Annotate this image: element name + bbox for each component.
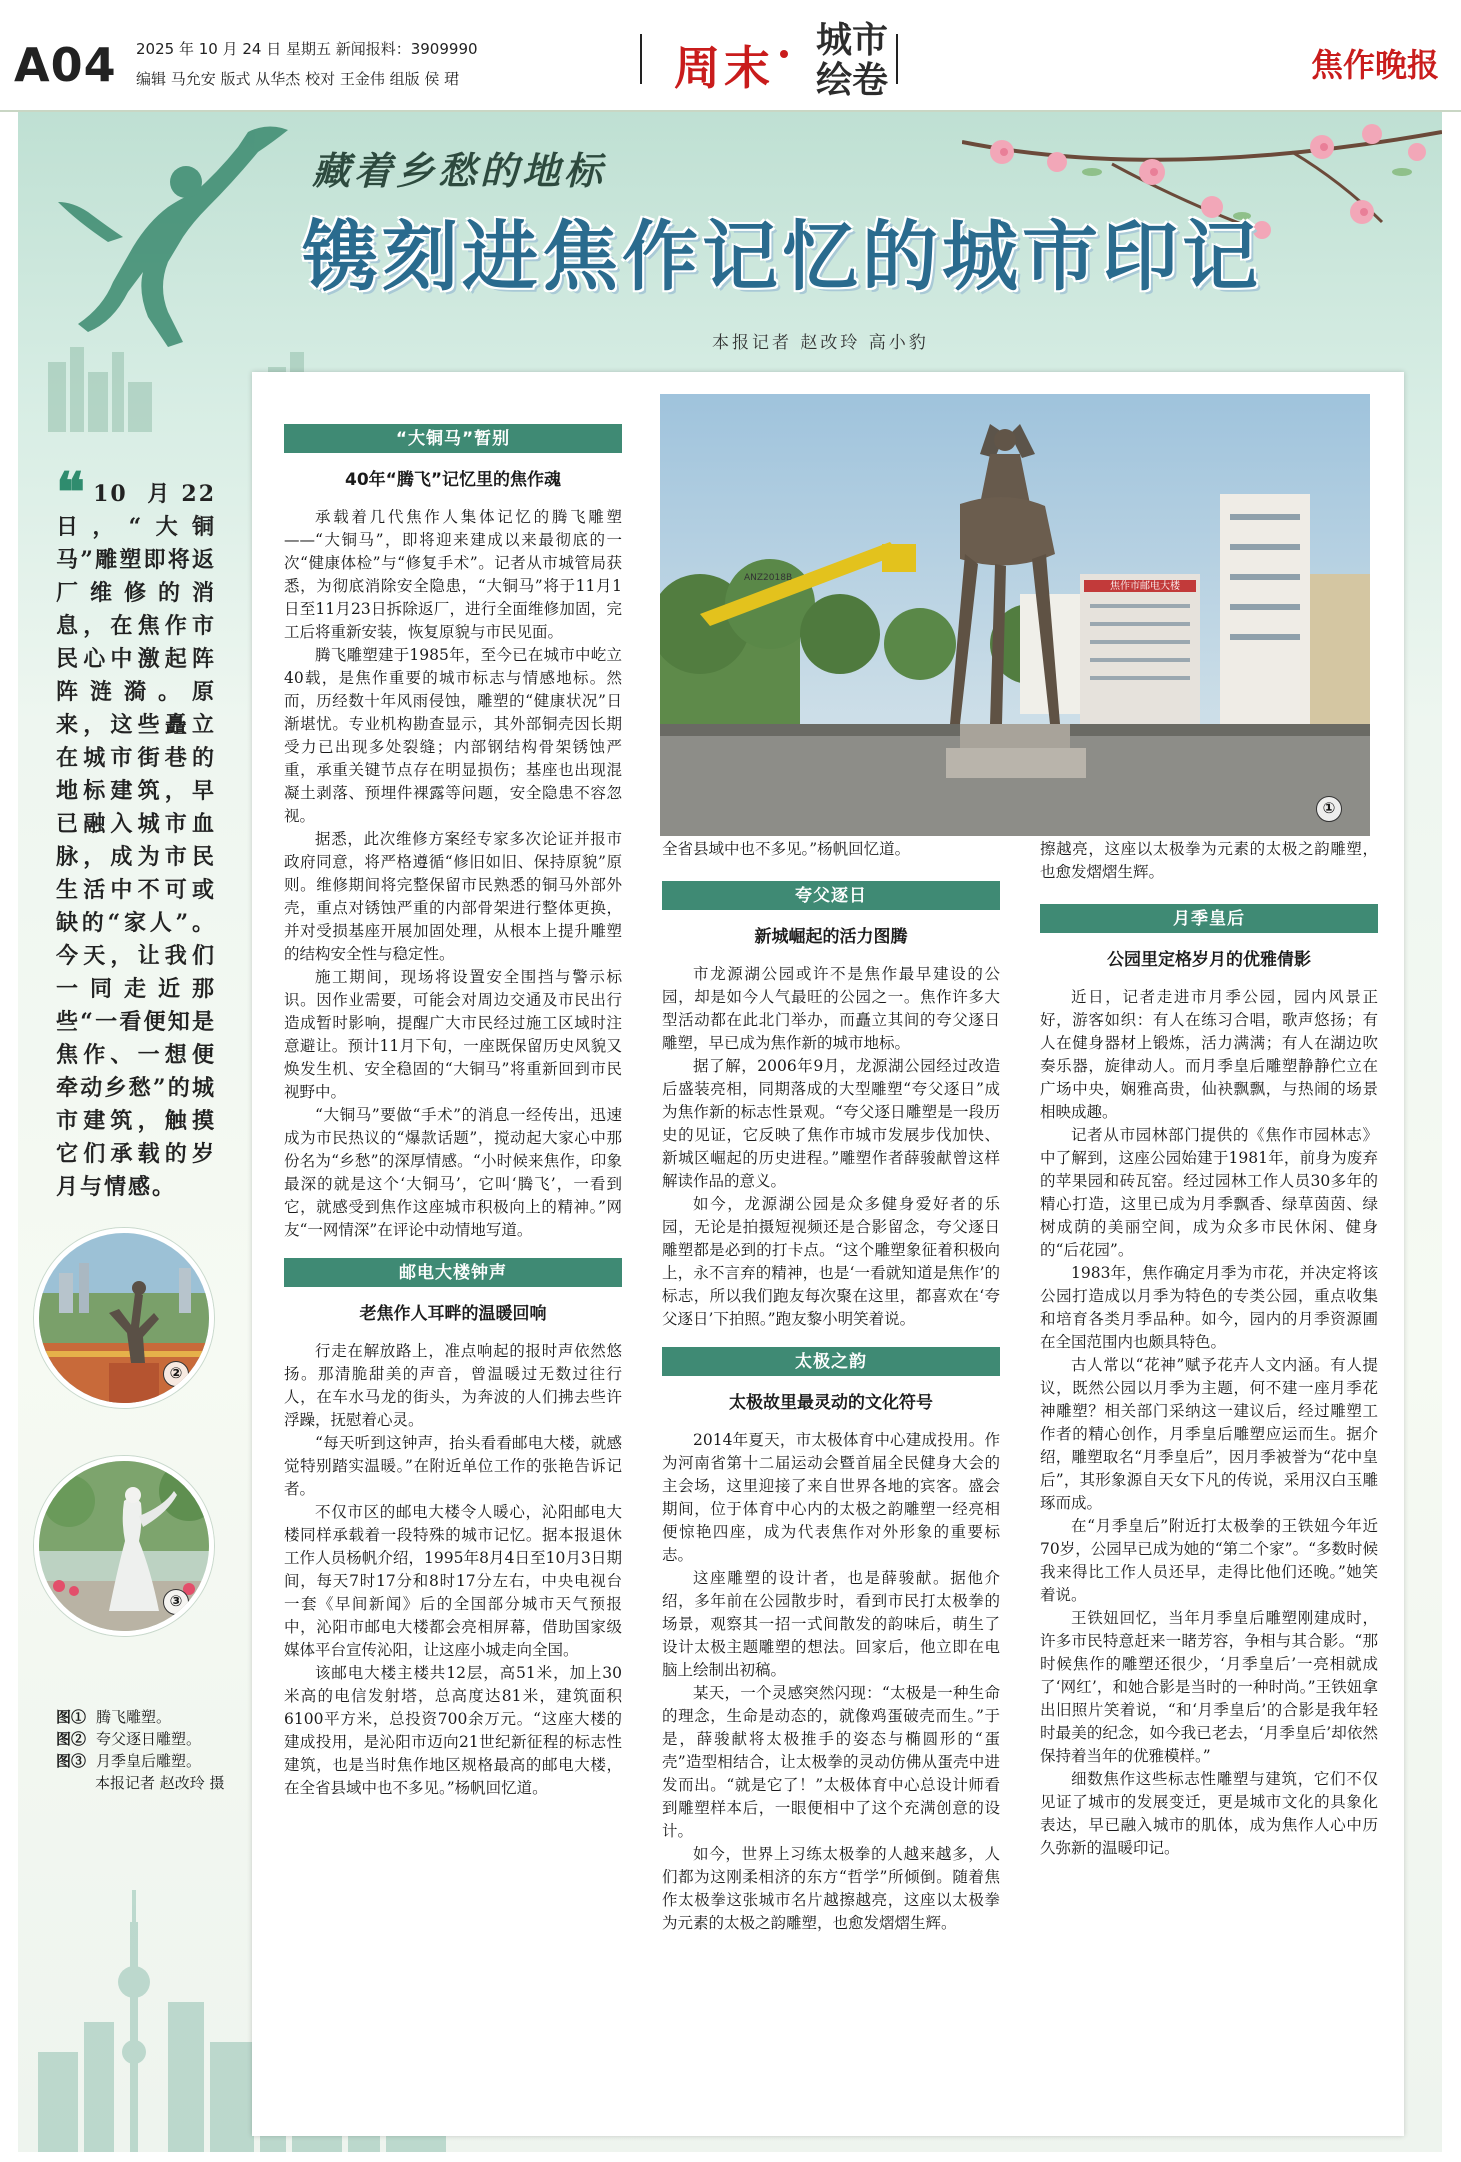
article-headline: 镌刻进焦作记忆的城市印记 — [302, 212, 1262, 301]
section-tag: 月季皇后 — [1040, 904, 1378, 933]
intro-text: ❝ 10 月22 日，“大铜马”雕塑即将返厂维修的消息，在焦作市民心中激起阵阵涟漪。原来，这些矗立在城市街巷的地标建筑，早已融入城市血脉，成为市民生活中不可或缺的“家人”。今天，让我们一同走近那些“一看便知是焦作、一想便牵动乡愁”的城市建筑，触摸它们承载的岁月与情感。 — [56, 460, 216, 1200]
column-2: 全省县域中也不多见。”杨帆回忆道。 夸父逐日 新城崛起的活力图腾 市龙源湖公园或许不是焦作最早建设的公园，却是如今人气最旺的公园之一。焦作许多大型活动都在此北门举办，而矗立其间的夸父逐日雕塑，早已成为焦作新的城市地标。 据了解，2006年9月，龙源湖公园经过改造后盛装亮相，同期落成的大型雕塑“夸父逐日”成为焦作新的标志性景观。“夸父逐日雕塑是一段历史的见证，它反映了焦作市城市发展步伐加快、新城区崛起的历史进程。”雕塑作者薛骏献曾这样解读作品的意义。 如今，龙源湖公园是众多健身爱好者的乐园，无论是拍摄短视频还是合影留念，夸父逐日雕塑都是必到的打卡点。“这个雕塑象征着积极向上，永不言弃的精神，也是‘一看就知道是焦作’的标志，所以我们跑友每次聚在这里，都喜欢在‘夸父逐日’下拍照。”跑友黎小明笑着说。 太极之韵 太极故里最灵动的文化符号 2014年夏天，市太极体育中心建成投用。作为河南省第十二届运动会暨首届全民健身大会的主会场，这里迎接了来自世界各地的宾客。盛会期间，位于体育中心内的太极之韵雕塑一经亮相便惊艳四座，成为代表焦作对外形象的重要标志。 这座雕塑的设计者，也是薛骏献。据他介绍，多年前在公园散步时，看到市民打太极拳的场景，观察其一招一式间散发的韵味后，萌生了设计太极主题雕塑的想法。回家后，他立即在电脑上绘制出初稿。 某天，一个灵感突然闪现：“太极是一种生命的理念，生命是动态的，就像鸡蛋破壳而生。”于是，薛骏献将太极推手的姿态与椭圆形的“蛋壳”造型相结合，让太极拳的灵动仿佛从蛋壳中进发而出。“就是它了！”太极体育中心总设计师看到雕塑样本后，一眼便相中了这个充满创意的设计。 如今，世界上习练太极拳的人越来越多，人们都为这刚柔相济的东方“哲学”所倾倒。随着焦作太极拳这张城市名片越擦越亮，这座以太极拳为元素的太极之韵雕塑，也愈发熠熠生辉。 — [662, 840, 1000, 1932]
section-dot — [780, 50, 788, 58]
article-byline: 本报记者 赵改玲 高小豹 — [712, 333, 929, 353]
newspaper-logo: 焦作晚报 — [1310, 46, 1439, 84]
quote-icon: ❝ — [56, 460, 88, 524]
column-2-continuation: 擦越亮，这座以太极拳为元素的太极之韵雕塑，也愈发熠熠生辉。 — [1040, 840, 1378, 881]
photo-rose-queen-statue — [34, 1456, 214, 1636]
column-3: 擦越亮，这座以太极拳为元素的太极之韵雕塑，也愈发熠熠生辉。 月季皇后 公园里定格岁月的优雅倩影 近日，记者走进市月季公园，园内风景正好，游客如织：有人在练习合唱，歌声悠扬；有人在健身器材上锻炼，活力满满；有人在湖边吹奏乐器，旋律动人。而月季皇后雕塑静静伫立在广场中央，娴雅高贵，仙袂飘飘，与热闹的场景相映成趣。 记者从市园林部门提供的《焦作市园林志》中了解到，这座公园始建于1981年，前身为废弃的苹果园和砖瓦窑。经过园林工作人员30多年的精心打造，这里已成为月季飘香、绿草茵茵、绿树成荫的美丽空间，成为众多市民休闲、健身的“后花园”。 1983年，焦作确定月季为市花，并决定将该公园打造成以月季为特色的专类公园，重点收集和培育各类月季品种。如今，园内的月季资源圃在全国范围内也颇具特色。 古人常以“花神”赋予花卉人文内涵。有人提议，既然公园以月季为主题，何不建一座月季花神雕塑？相关部门采纳这一建议后，经过雕塑工作者的精心创作，月季皇后雕塑应运而生。据介绍，雕塑取名“月季皇后”，因月季被誉为“花中皇后”，其形象源自天女下凡的传说，采用汉白玉雕琢而成。 在“月季皇后”附近打太极拳的王铁妞今年近70岁，公园早已成为她的“第二个家”。“多数时候我来得比工作人员还早，走得比他们还晚。”她笑着说。 王铁妞回忆，当年月季皇后雕塑刚建成时，许多市民特意赶来一睹芳容，争相与其合影。“那时候焦作的雕塑还很少，‘月季皇后’一亮相就成了‘网红’，和她合影是当时的一种时尚。”王铁妞拿出旧照片笑着说，“和‘月季皇后’的合影是我年轻时最美的纪念，如今我已老去，‘月季皇后’却依然保持着当年的优雅模样。” 细数焦作这些标志性雕塑与建筑，它们不仅见证了城市的发展变迁，更是城市文化的具象化表达，早已融入城市的肌体，成为焦作人心中历久弥新的温暖印记。 — [1040, 840, 1378, 1857]
section-subtitle: 城市 绘卷 — [816, 19, 889, 101]
section-tag: 邮电大楼钟声 — [284, 1258, 622, 1287]
figure-badge-2: ② — [163, 1361, 189, 1387]
masthead — [0, 0, 1461, 110]
section-title: 周末 — [674, 41, 774, 95]
divider — [896, 34, 898, 84]
page-number: A04 — [14, 38, 117, 92]
article-kicker: 藏着乡愁的地标 — [312, 148, 607, 193]
section-title: 公园里定格岁月的优雅倩影 — [1107, 950, 1311, 970]
section-title: 老焦作人耳畔的温暖回响 — [359, 1304, 547, 1324]
photo-captions: 图① 腾飞雕塑。 图② 夸父逐日雕塑。 图③ 月季皇后雕塑。 本报记者 赵改玲 摄 — [56, 1706, 256, 1794]
section-title: 新城崛起的活力图腾 — [754, 927, 908, 947]
column-1: “大铜马”暂别 40年“腾飞”记忆里的焦作魂 承载着几代焦作人集体记忆的腾飞雕塑——“大铜马”，即将迎来建成以来最彻底的一次“健康体检”与“修复手术”。记者从市城管局获悉，为彻底消除安全隐患，“大铜马”将于11月1日至11月23日拆除返厂，进行全面维修加固，完工后将重新安装，恢复原貌与市民见面。 腾飞雕塑建于1985年，至今已在城市中屹立40载，是焦作重要的城市标志与情感地标。然而，历经数十年风雨侵蚀，雕塑的“健康状况”日渐堪忧。专业机构勘查显示，其外部铜壳因长期受力已出现多处裂缝；内部钢结构骨架锈蚀严重，承重关键节点存在明显损伤；基座也出现混凝土剥落、预埋件裸露等问题，安全隐患不容忽视。 据悉，此次维修方案经专家多次论证并报市政府同意，将严格遵循“修旧如旧、保持原貌”原则。维修期间将完整保留市民熟悉的铜马外部外壳，重点对锈蚀严重的内部骨架进行整体更换，并对受损基座开展加固处理，从根本上提升雕塑的结构安全性与稳定性。 施工期间，现场将设置安全围挡与警示标识。因作业需要，可能会对周边交通及市民出行造成暂时影响，提醒广大市民经过施工区域时注意避让。预计11月下旬，一座既保留历史风貌又焕发生机、安全稳固的“大铜马”将重新回到市民视野中。 “大铜马”要做“手术”的消息一经传出，迅速成为市民热议的“爆款话题”，搅动起大家心中那份名为“乡愁”的深厚情感。“小时候来焦作，印象最深的就是这个‘大铜马’，它叫‘腾飞’，一看到它，就感受到焦作这座城市积极向上的精神。”网友“一网情深”在评论中动情地写道。 邮电大楼钟声 老焦作人耳畔的温暖回响 行走在解放路上，准点响起的报时声依然悠扬。那清脆甜美的声音，曾温暖过无数过往行人，在车水马龙的街头，为奔波的人们拂去些许浮躁，抚慰着心灵。 “每天听到这钟声，抬头看看邮电大楼，就感觉特别踏实温暖。”在附近单位工作的张艳告诉记者。 不仅市区的邮电大楼令人暖心，沁阳邮电大楼同样承载着一段特殊的城市记忆。据本报退休工作人员杨帆介绍，1995年8月4日至10月3日期间，每天7时17分和8时17分左右，中央电视台一套《早间新闻》后的全国部分城市天气预报中，沁阳市邮电大楼都会亮相屏幕，借助国家级媒体平台宣传沁阳，让这座小城走向全国。 该邮电大楼主楼共12层，高51米，加上30米高的电信发射塔，总高度达81米，建筑面积6100平方米，总投资700余万元。“这座大楼的建成投用，是沁阳市迈向21世纪新征程的标志性建筑，也是当时焦作地区规格最高的邮电大楼，在全省县域中也不多见。”杨帆回忆道。 — [284, 424, 622, 1800]
hero-photo-tengfei — [660, 394, 1370, 836]
figure-badge-1: ① — [1316, 796, 1342, 822]
column-1-continuation: 全省县域中也不多见。”杨帆回忆道。 — [662, 840, 911, 858]
section-tag: “大铜马”暂别 — [284, 424, 622, 453]
date-line: 2025 年 10 月 24 日 星期五 新闻报料：3909990 — [136, 40, 478, 58]
photo-kuafu-statue — [34, 1228, 214, 1408]
section-title: 40年“腾飞”记忆里的焦作魂 — [344, 470, 561, 490]
figure-badge-3: ③ — [163, 1589, 189, 1615]
section-title: 太极故里最灵动的文化符号 — [729, 1393, 933, 1413]
building-sign: 焦作市邮电大楼 — [1110, 581, 1180, 592]
divider — [640, 34, 642, 84]
crane-label: ANZ2018B — [744, 573, 793, 583]
photo-credit: 本报记者 赵改玲 摄 — [95, 1774, 225, 1792]
section-tag: 夸父逐日 — [662, 881, 1000, 910]
editor-line: 编辑 马允安 版式 从华杰 校对 王金伟 组版 侯 珺 — [136, 70, 460, 88]
section-tag: 太极之韵 — [662, 1347, 1000, 1376]
